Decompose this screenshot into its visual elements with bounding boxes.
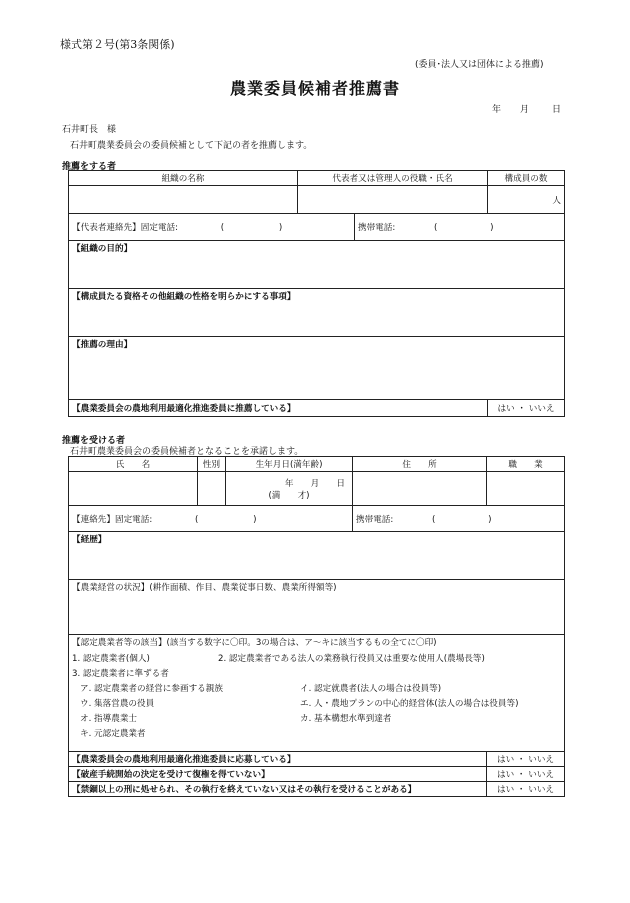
farm-status-field[interactable] <box>69 580 565 635</box>
option-a[interactable]: ア. 認定農業者の経営に参画する親族 <box>80 684 223 694</box>
org-purpose-field[interactable] <box>69 241 565 289</box>
certified-farmer-label: 【認定農業者等の該当】(該当する数字に〇印。3の場合は、ア～キに該当するもの全てに〇印) <box>72 638 437 648</box>
member-count-field[interactable] <box>488 186 565 214</box>
candidate-table <box>68 456 565 797</box>
career-field[interactable] <box>69 532 565 580</box>
member-unit: 人 <box>552 195 562 206</box>
recommender-section-title: 推薦をする者 <box>62 162 117 172</box>
paren-close: ) <box>488 514 492 525</box>
rep-landline-label: 【代表者連絡先】固定電話: <box>72 223 179 233</box>
date-year: 年 <box>492 105 502 115</box>
col-occupation: 職 業 <box>487 457 565 472</box>
candidate-section-title: 推薦を受ける者 <box>62 436 126 446</box>
recommend-reason-field[interactable] <box>69 337 565 400</box>
paren-open: ( <box>432 514 436 525</box>
col-org-name: 組織の名称 <box>69 171 298 186</box>
candidate-gender-field[interactable] <box>198 472 226 506</box>
paren-open: ( <box>194 514 199 525</box>
paren-close: ) <box>253 514 257 525</box>
option-2[interactable]: 2. 認定農業者である法人の業務執行役員又は重要な使用人(農場長等) <box>218 653 485 664</box>
candidate-name-field[interactable] <box>69 472 198 506</box>
rep-landline-field[interactable] <box>69 214 355 241</box>
promoter-apply-yes-no[interactable]: はい ・ いいえ <box>487 752 565 767</box>
page-title: 農業委員候補者推薦書 <box>229 79 400 98</box>
imprisonment-label: 【禁錮以上の刑に処せられ、その執行を終えていない又はその執行を受けることがある】 <box>69 782 487 797</box>
promoter-apply-label: 【農業委員会の農地利用最適化推進委員に応募している】 <box>69 752 487 767</box>
candidate-birthdate-field[interactable] <box>226 472 353 506</box>
col-name: 氏 名 <box>69 457 198 472</box>
paren-close: ) <box>490 223 494 233</box>
paren-open: ( <box>220 223 225 233</box>
rep-mobile-field[interactable] <box>355 214 565 241</box>
cand-mobile-field[interactable] <box>353 506 565 532</box>
addressee: 石井町長 様 <box>62 125 117 135</box>
career-label: 【経歴】 <box>72 535 107 545</box>
option-1[interactable]: 1. 認定農業者(個人) <box>72 653 150 664</box>
bankruptcy-yes-no[interactable]: はい ・ いいえ <box>487 767 565 782</box>
col-address: 住 所 <box>353 457 487 472</box>
cand-landline-label: 【連絡先】固定電話: <box>72 514 153 525</box>
recommender-table <box>68 170 565 417</box>
candidate-address-field[interactable] <box>353 472 487 506</box>
col-birthdate: 生年月日(満年齢) <box>226 457 353 472</box>
cand-landline-field[interactable] <box>69 506 353 532</box>
age-label: (満 才) <box>268 490 310 501</box>
col-member-count: 構成員の数 <box>488 171 565 186</box>
option-u[interactable]: ウ. 集落営農の役員 <box>80 699 155 709</box>
option-ka[interactable]: カ. 基本構想水準到達者 <box>300 714 392 724</box>
date-day: 日 <box>552 105 562 115</box>
candidate-occupation-field[interactable] <box>487 472 565 506</box>
recommend-reason-label: 【推薦の理由】 <box>72 340 133 350</box>
org-name-field[interactable] <box>69 186 298 214</box>
option-i[interactable]: イ. 認定就農者(法人の場合は役員等) <box>300 684 442 694</box>
intro-text: 石井町農業委員会の委員候補として下記の者を推薦します。 <box>70 141 313 151</box>
certified-farmer-section <box>69 635 565 752</box>
paren-close: ) <box>278 223 283 233</box>
farm-status-label: 【農業経営の状況】(耕作面積、作目、農業従事日数、農業所得額等) <box>72 583 337 593</box>
bankruptcy-label: 【破産手続開始の決定を受けて復権を得ていない】 <box>69 767 487 782</box>
qualification-field[interactable] <box>69 289 565 337</box>
form-number: 様式第２号(第3条関係) <box>60 38 175 51</box>
option-ki[interactable]: キ. 元認定農業者 <box>80 729 146 739</box>
rep-mobile-label: 携帯電話: <box>358 223 396 233</box>
cand-mobile-label: 携帯電話: <box>356 514 394 525</box>
birth-ymd: 年 月 日 <box>284 478 345 489</box>
date-month: 月 <box>520 105 530 115</box>
imprisonment-yes-no[interactable]: はい ・ いいえ <box>487 782 565 797</box>
promoter-recommend-label: 【農業委員会の農地利用最適化推進委員に推薦している】 <box>69 400 488 417</box>
promoter-recommend-yes-no[interactable]: はい ・ いいえ <box>488 400 565 417</box>
representative-field[interactable] <box>298 186 488 214</box>
consent-text: 石井町農業委員会の委員候補者となることを承諾します。 <box>70 447 304 457</box>
form-subtitle: (委員･法人又は団体による推薦) <box>415 60 544 70</box>
paren-open: ( <box>434 223 438 233</box>
col-representative: 代表者又は管理人の役職・氏名 <box>298 171 488 186</box>
org-purpose-label: 【組織の目的】 <box>72 244 133 254</box>
qualification-label: 【構成員たる資格その他組織の性格を明らかにする事項】 <box>72 292 296 302</box>
option-3[interactable]: 3. 認定農業者に準ずる者 <box>72 668 169 679</box>
option-e[interactable]: エ. 人・農地プランの中心的経営体(法人の場合は役員等) <box>300 699 519 709</box>
option-o[interactable]: オ. 指導農業士 <box>80 714 138 724</box>
col-gender: 性別 <box>198 457 226 472</box>
